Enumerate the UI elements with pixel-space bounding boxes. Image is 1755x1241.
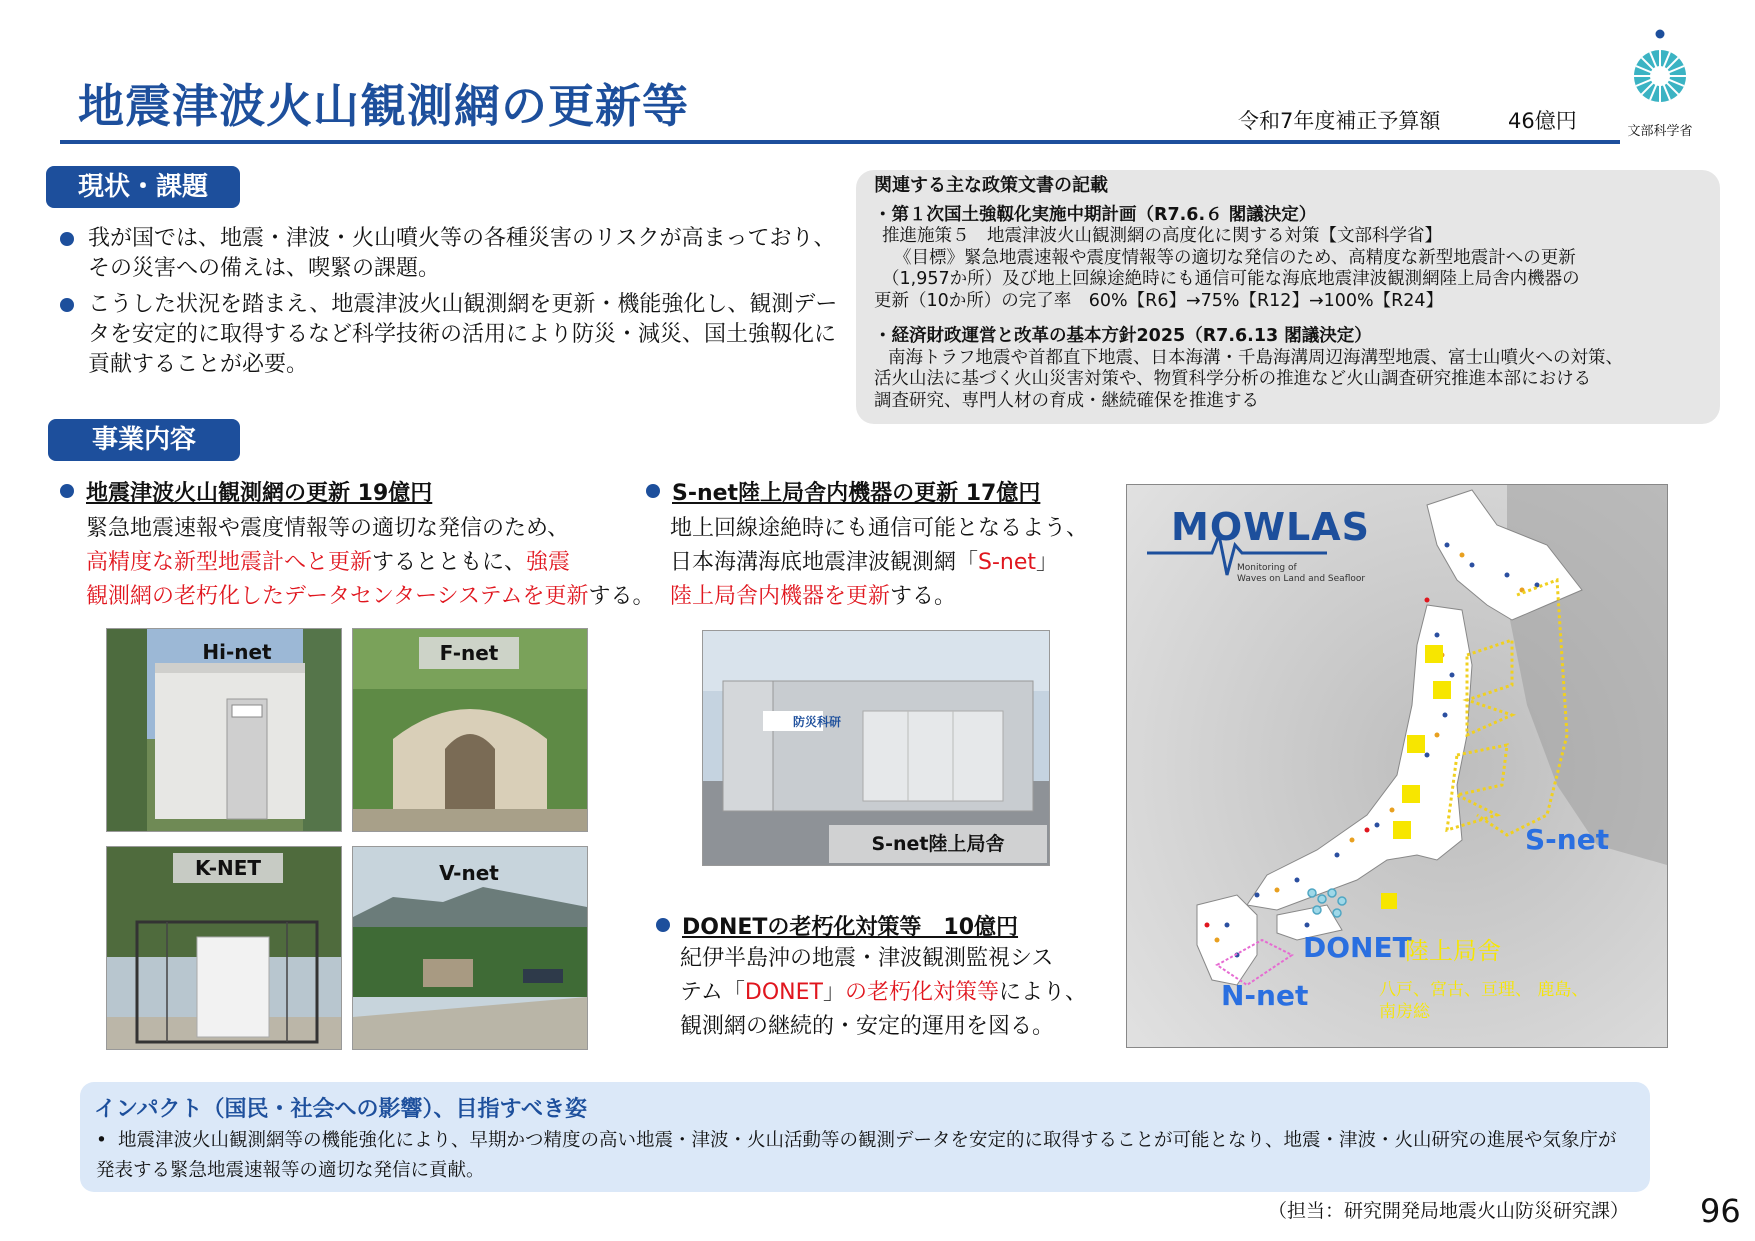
issue-text: 我が国では、地震・津波・火山噴火等の各種災害のリスクが高まっており、その災害への備えは、喫緊の課題。	[88, 226, 836, 281]
item3-line: テム「DONET」の老朽化対策等により、	[680, 980, 1088, 1005]
station-legend-icon	[1381, 893, 1397, 909]
fnet-label: F-net	[419, 637, 519, 669]
item1-body	[86, 512, 666, 614]
ministry-name: 文部科学省	[1627, 124, 1693, 139]
issues-list	[60, 224, 840, 386]
bosai-sign: 防災科研	[793, 715, 842, 729]
fnet-photo	[352, 628, 588, 832]
current-status-tab: 現状・課題	[46, 166, 240, 208]
bullet-icon	[60, 232, 74, 246]
budget-label: 令和7年度補正予算額	[1238, 109, 1441, 133]
snet-map-label: S-net	[1525, 823, 1610, 856]
mowlas-logo: MOWLAS	[1171, 505, 1371, 549]
hinet-label: Hi-net	[202, 640, 272, 664]
policy-item2-line: 調査研究、専門人材の育成・継続確保を推進する	[874, 390, 1259, 411]
policy-item2-title: ・経済財政運営と改革の基本方針2025（R7.6.13 閣議決定）	[874, 326, 1372, 346]
bullet-icon	[60, 298, 74, 312]
bullet-icon	[646, 484, 660, 498]
mext-logo	[1620, 28, 1700, 138]
item1-heading	[60, 476, 640, 507]
item3-body	[680, 942, 1120, 1044]
bullet-icon	[656, 918, 670, 932]
business-tab: 事業内容	[48, 419, 240, 461]
title-underline	[60, 140, 1620, 144]
budget-value: 46億円	[1508, 109, 1577, 133]
item2-body	[670, 512, 1130, 614]
item1-line: 観測網の老朽化したデータセンターシステムを更新する。	[86, 584, 655, 609]
item2-line: 地上回線途絶時にも通信可能となるよう、	[670, 516, 1089, 541]
policy-item1-line: （1,957か所）及び地上回線途絶時にも通信可能な海底地震津波観測網陸上局舎内機器の	[882, 269, 1580, 289]
policy-heading: 関連する主な政策文書の記載	[874, 175, 1108, 196]
item3-heading	[656, 910, 1116, 941]
policy-item1-line: 更新（10か所）の完了率 60%【R6】→75%【R12】→100%【R24】	[874, 290, 1444, 311]
issue-item	[60, 290, 840, 380]
item1-line: 緊急地震速報や震度情報等の適切な発信のため、	[86, 516, 570, 541]
page-number: 96	[1700, 1192, 1741, 1230]
mowlas-sub1: Monitoring of	[1237, 563, 1297, 573]
policy-item2-line: 南海トラフ地震や首都直下地震、日本海溝・千島海溝周辺海溝型地震、富士山噴火への対策、	[888, 347, 1623, 368]
station-places-1: 八戸、宮古、亘理、 鹿島、	[1379, 980, 1589, 1000]
mext-emblem-icon	[1620, 28, 1700, 108]
mowlas-sub2: Waves on Land and Seafloor	[1237, 574, 1366, 584]
issue-item	[60, 224, 840, 284]
knet-photo	[106, 846, 342, 1050]
impact-title: インパクト（国民・社会への影響）、目指すべき姿	[94, 1097, 588, 1122]
item3-line: 紀伊半島沖の地震・津波観測監視シス	[680, 946, 1054, 971]
page-title: 地震津波火山観測網の更新等	[78, 79, 689, 133]
hinet-photo	[106, 628, 342, 832]
item1-title: 地震津波火山観測網の更新 19億円	[86, 481, 433, 506]
vnet-photo	[352, 846, 588, 1050]
snet-station-label: S-net陸上局舎	[829, 825, 1047, 863]
vnet-label: V-net	[439, 861, 499, 885]
item2-heading	[646, 476, 1106, 507]
impact-bullet: •	[96, 1130, 107, 1151]
impact-text: • 地震津波火山観測網等の機能強化により、早期かつ精度の高い地震・津波・火山活動等の観測データを安定的に取得することが可能となり、地震・津波・火山研究の進展や気象庁が発表する緊急地震速報等の適切な発信に貢献。	[96, 1126, 1626, 1186]
item3-line: 観測網の継続的・安定的運用を図る。	[680, 1014, 1055, 1039]
policy-item1-line: 《目標》緊急地震速報や震度情報等の適切な発信のため、高精度な新型地震計への更新	[894, 247, 1576, 268]
policy-item2-line: 活火山法に基づく火山災害対策や、物質科学分析の推進など火山調査研究推進本部における	[874, 369, 1592, 389]
knet-label: K-NET	[173, 853, 283, 883]
item2-line: 日本海溝海底地震津波観測網「S-net」	[670, 550, 1059, 575]
nnet-map-label: N-net	[1221, 979, 1309, 1012]
snet-station-photo	[702, 630, 1050, 866]
station-places-2: 南房総	[1379, 1002, 1430, 1022]
issue-text: こうした状況を踏まえ、地震津波火山観測網を更新・機能強化し、観測データを安定的に取得するなど科学技術の活用により防災・減災、国土強靱化に貢献することが必要。	[88, 292, 838, 377]
item2-line: 陸上局舎内機器を更新する。	[670, 584, 957, 609]
bullet-icon	[60, 484, 74, 498]
donet-map-label: DONET	[1303, 931, 1412, 964]
contact-note: （担当：研究開発局地震火山防災研究課）	[1268, 1200, 1630, 1222]
mowlas-map	[1126, 484, 1668, 1048]
item3-title: DONETの老朽化対策等 10億円	[682, 915, 1019, 940]
item2-title: S-net陸上局舎内機器の更新 17億円	[672, 481, 1041, 506]
station-map-label: 陸上局舎	[1405, 937, 1501, 965]
policy-item1-line: 推進施策５ 地震津波火山観測網の高度化に関する対策【文部科学省】	[882, 226, 1442, 246]
policy-item1-title: ・第１次国土強靱化実施中期計画（R7.6.６ 閣議決定）	[874, 204, 1317, 225]
item1-line: 高精度な新型地震計へと更新するとともに、強震	[86, 550, 571, 575]
policy-text	[874, 175, 1714, 412]
